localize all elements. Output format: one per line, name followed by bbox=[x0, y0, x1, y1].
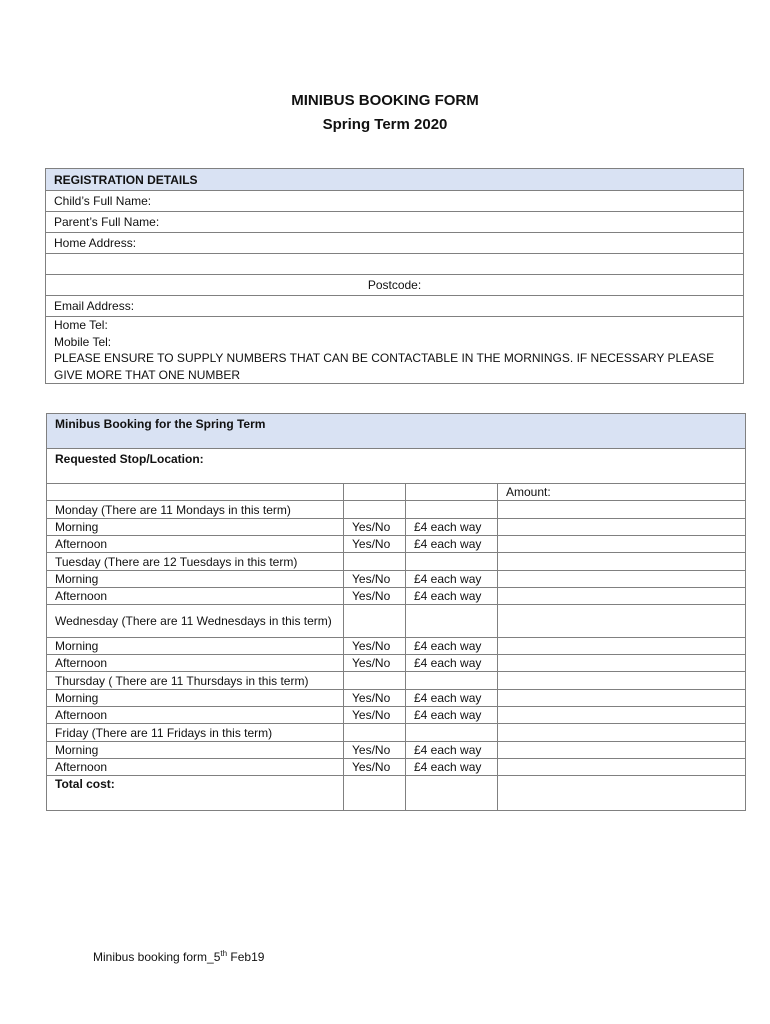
yes-no-choice[interactable]: Yes/No bbox=[344, 638, 406, 655]
day-label-friday: Friday (There are 11 Fridays in this term) bbox=[47, 724, 344, 742]
postcode-field[interactable]: Postcode: bbox=[46, 275, 744, 296]
day-amount-cell[interactable] bbox=[498, 553, 746, 571]
day-amount-cell[interactable] bbox=[498, 605, 746, 638]
amount-cell[interactable] bbox=[498, 519, 746, 536]
amount-cell[interactable] bbox=[498, 707, 746, 724]
day-price-cell bbox=[406, 605, 498, 638]
footer-sup: th bbox=[220, 949, 228, 958]
parent-name-field[interactable]: Parent’s Full Name: bbox=[46, 212, 744, 233]
phone-cell[interactable] bbox=[46, 317, 744, 384]
day-choice-cell bbox=[344, 553, 406, 571]
amount-cell[interactable] bbox=[498, 571, 746, 588]
footer-prefix: Minibus booking form_5 bbox=[93, 950, 221, 964]
total-price-cell bbox=[406, 776, 498, 811]
address-line-field[interactable] bbox=[46, 254, 744, 275]
amount-cell[interactable] bbox=[498, 638, 746, 655]
session-label: Morning bbox=[47, 638, 344, 655]
yes-no-choice[interactable]: Yes/No bbox=[344, 519, 406, 536]
day-amount-cell[interactable] bbox=[498, 672, 746, 690]
session-label: Afternoon bbox=[47, 655, 344, 672]
day-label-monday: Monday (There are 11 Mondays in this term) bbox=[47, 501, 344, 519]
session-label: Morning bbox=[47, 519, 344, 536]
session-label: Afternoon bbox=[47, 588, 344, 605]
yes-no-choice[interactable]: Yes/No bbox=[344, 742, 406, 759]
day-price-cell bbox=[406, 724, 498, 742]
price-label: £4 each way bbox=[406, 536, 498, 553]
total-choice-cell bbox=[344, 776, 406, 811]
amount-cell[interactable] bbox=[498, 690, 746, 707]
amount-row-label bbox=[47, 484, 344, 501]
amount-header: Amount: bbox=[498, 484, 746, 501]
price-label: £4 each way bbox=[406, 588, 498, 605]
session-label: Afternoon bbox=[47, 536, 344, 553]
amount-row-choice bbox=[344, 484, 406, 501]
price-label: £4 each way bbox=[406, 655, 498, 672]
stop-location-field[interactable]: Requested Stop/Location: bbox=[47, 449, 746, 484]
day-choice-cell bbox=[344, 724, 406, 742]
amount-cell[interactable] bbox=[498, 588, 746, 605]
day-price-cell bbox=[406, 553, 498, 571]
day-amount-cell[interactable] bbox=[498, 724, 746, 742]
session-label: Morning bbox=[47, 571, 344, 588]
form-title: MINIBUS BOOKING FORM bbox=[291, 92, 479, 109]
session-label: Afternoon bbox=[47, 759, 344, 776]
amount-cell[interactable] bbox=[498, 655, 746, 672]
registration-header: REGISTRATION DETAILS bbox=[46, 169, 744, 191]
amount-row-price bbox=[406, 484, 498, 501]
booking-table bbox=[46, 413, 746, 811]
total-cost-label: Total cost: bbox=[47, 776, 344, 811]
yes-no-choice[interactable]: Yes/No bbox=[344, 536, 406, 553]
email-field[interactable]: Email Address: bbox=[46, 296, 744, 317]
footer-note bbox=[93, 949, 264, 964]
phone-notice: PLEASE ENSURE TO SUPPLY NUMBERS THAT CAN BE CONTACTABLE IN THE MORNINGS. IF NECESSARY PLEASE GIVE MORE THAT ONE NUMBER bbox=[54, 351, 715, 382]
price-label: £4 each way bbox=[406, 519, 498, 536]
session-label: Morning bbox=[47, 742, 344, 759]
day-choice-cell bbox=[344, 501, 406, 519]
amount-cell[interactable] bbox=[498, 536, 746, 553]
yes-no-choice[interactable]: Yes/No bbox=[344, 588, 406, 605]
home-address-field[interactable]: Home Address: bbox=[46, 233, 744, 254]
yes-no-choice[interactable]: Yes/No bbox=[344, 707, 406, 724]
form-subtitle: Spring Term 2020 bbox=[322, 116, 448, 133]
home-tel-label: Home Tel: bbox=[54, 318, 108, 332]
day-label-thursday: Thursday ( There are 11 Thursdays in this term) bbox=[47, 672, 344, 690]
day-price-cell bbox=[406, 501, 498, 519]
price-label: £4 each way bbox=[406, 638, 498, 655]
amount-cell[interactable] bbox=[498, 742, 746, 759]
price-label: £4 each way bbox=[406, 759, 498, 776]
day-choice-cell bbox=[344, 672, 406, 690]
yes-no-choice[interactable]: Yes/No bbox=[344, 655, 406, 672]
day-amount-cell[interactable] bbox=[498, 501, 746, 519]
booking-header: Minibus Booking for the Spring Term bbox=[47, 414, 746, 449]
registration-table bbox=[45, 168, 744, 384]
session-label: Afternoon bbox=[47, 707, 344, 724]
total-amount-cell[interactable] bbox=[498, 776, 746, 811]
footer-suffix: Feb19 bbox=[227, 950, 265, 964]
session-label: Morning bbox=[47, 690, 344, 707]
yes-no-choice[interactable]: Yes/No bbox=[344, 690, 406, 707]
day-choice-cell bbox=[344, 605, 406, 638]
amount-cell[interactable] bbox=[498, 759, 746, 776]
price-label: £4 each way bbox=[406, 571, 498, 588]
day-label-wednesday: Wednesday (There are 11 Wednesdays in this term) bbox=[47, 605, 344, 638]
day-price-cell bbox=[406, 672, 498, 690]
yes-no-choice[interactable]: Yes/No bbox=[344, 571, 406, 588]
child-name-field[interactable]: Child’s Full Name: bbox=[46, 191, 744, 212]
mobile-tel-label: Mobile Tel: bbox=[54, 334, 112, 349]
yes-no-choice[interactable]: Yes/No bbox=[344, 759, 406, 776]
price-label: £4 each way bbox=[406, 707, 498, 724]
price-label: £4 each way bbox=[406, 742, 498, 759]
day-label-tuesday: Tuesday (There are 12 Tuesdays in this term) bbox=[47, 553, 344, 571]
price-label: £4 each way bbox=[406, 690, 498, 707]
